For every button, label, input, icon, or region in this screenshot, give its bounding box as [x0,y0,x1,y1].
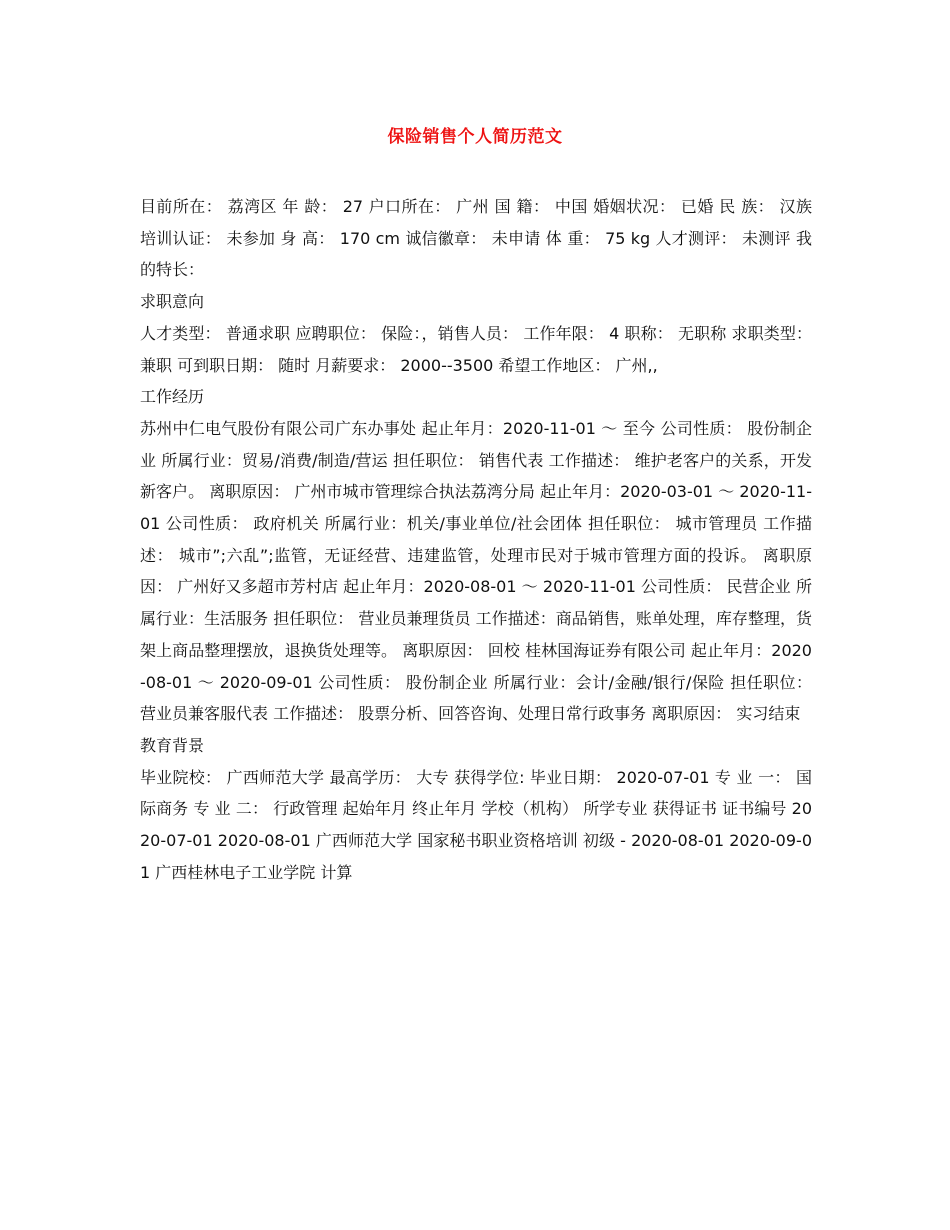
education-heading: 教育背景 [140,735,205,755]
work-experience-heading: 工作经历 [140,387,205,407]
document-title: 保险销售个人简历范文 [387,127,563,147]
basic-info-paragraph: 目前所在： 荔湾区 年 龄： 27 户口所在： 广州 国 籍： 中国 婚姻状况： 已婚 民 族： 汉族 培训认证： 未参加 身 高： 170 cm 诚信徽章： 未申请 体 重： 75 kg 人才测评： 未测评 我的特长： [140,197,812,280]
job-intent-paragraph: 人才类型： 普通求职 应聘职位： 保险：，销售人员： 工作年限： 4 职称： 无职称 求职类型： 兼职 可到职日期： 随时 月薪要求： 2000--3500 希望工作地区： 广州,, [140,323,812,375]
education-paragraph: 毕业院校： 广西师范大学 最高学历： 大专 获得学位: 毕业日期： 2020-07-01 专 业 一： 国际商务 专 业 二： 行政管理 起始年月 终止年月 学校（机构） 所学专业 获得证书 证书编号 2020-07-01 2020-08-01 广西师范大学 国家秘书职业资格培训 初级 - 2020-08-01 2020-09-01 广西桂林电子工业学院 计算 [140,767,812,882]
work-experience-paragraph: 苏州中仁电气股份有限公司广东办事处 起止年月：2020-11-01 ～ 至今 公司性质： 股份制企业 所属行业：贸易/消费/制造/营运 担任职位： 销售代表 工作描述： 维护老客户的关系，开发新客户。 离职原因： 广州市城市管理综合执法荔湾分局 起止年月：2020-03-01 ～ 2020-11-01 公司性质： 政府机关 所属行业：机关/事业单位/社会团体 担任职位： 城市管理员 工作描述： 城市”;六乱”;监管，无证经营、违建监管，处理市民对于城市管理方面的投诉。 离职原因： 广州好又多超市芳村店 起止年月：2020-08-01 ～ 2020-11-01 公司性质： 民营企业 所属行业：生活服务 担任职位： 营业员兼理货员 工作描述：商品销售，账单处理，库存整理，货架上商品整理摆放，退换货处理等。 离职原因： 回校 桂林国海证券有限公司 起止年月：2020-08-01 ～ 2020-09-01 公司性质： 股份制企业 所属行业：会计/金融/银行/保险 担任职位： 营业员兼客服代表 工作描述： 股票分析、回答咨询、处理日常行政事务 离职原因： 实习结束 [140,418,812,724]
job-intent-heading: 求职意向 [140,292,205,312]
resume-body [140,191,812,888]
